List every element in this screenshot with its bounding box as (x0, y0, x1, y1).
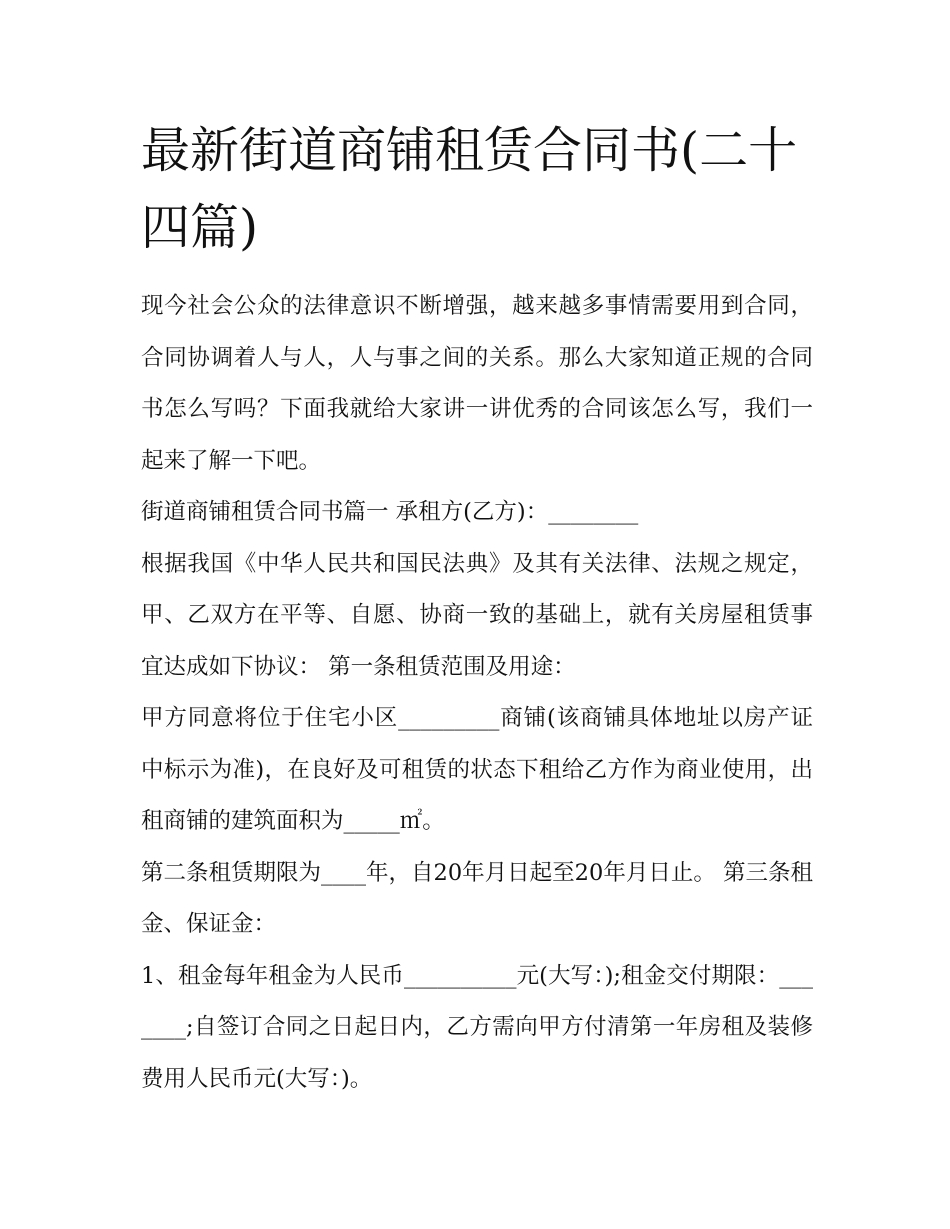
lease-term-paragraph: 第二条租赁期限为____年，自20年月日起至20年月日止。 第三条租金、保证金： (141, 859, 813, 937)
document-body (141, 281, 813, 1105)
document-title: 最新街道商铺租赁合同书(二十四篇) (141, 122, 798, 256)
premises-paragraph: 甲方同意将位于住宅小区_________商铺(该商铺具体地址以房产证中标示为准)，在良好及可租赁的状态下租给乙方作为商业使用，出租商铺的建筑面积为_____㎡。 (141, 705, 813, 834)
legal-basis-paragraph: 根据我国《中华人民共和国民法典》及其有关法律、法规之规定，甲、乙双方在平等、自愿、协商一致的基础上，就有关房屋租赁事宜达成如下协议： 第一条租赁范围及用途： (141, 550, 813, 680)
rent-paragraph: 1、租金每年租金为人民币__________元(大写：);租金交付期限：_______;自签订合同之日起日内，乙方需向甲方付清第一年房租及装修费用人民币元(大写：)。 (141, 962, 813, 1092)
intro-paragraph: 现今社会公众的法律意识不断增强，越来越多事情需要用到合同，合同协调着人与人，人与事之间的关系。那么大家知道正规的合同书怎么写吗？下面我就给大家讲一讲优秀的合同该怎么写，我们一起来了解一下吧。 (141, 293, 813, 474)
section-heading-paragraph: 街道商铺租赁合同书篇一 承租方(乙方)：________ (141, 499, 639, 525)
